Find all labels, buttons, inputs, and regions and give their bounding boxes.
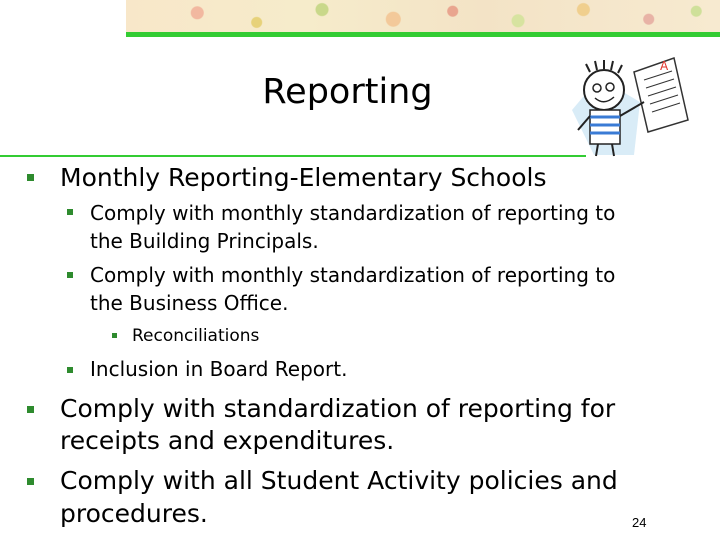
bullet-marker <box>27 478 34 485</box>
bullet-comply-principals-line2: the Building Principals. <box>90 229 319 253</box>
bullet-student-activity-line2: procedures. <box>60 499 208 528</box>
bullet-comply-business-line2: the Business Office. <box>90 291 289 315</box>
bullet-marker <box>27 406 34 413</box>
bullet-marker <box>112 333 117 338</box>
svg-text:A: A <box>660 59 669 73</box>
bullet-receipts-line1: Comply with standardization of reporting for <box>60 394 616 423</box>
top-banner <box>126 0 720 32</box>
bullet-marker <box>67 272 73 278</box>
bullet-student-activity-line1: Comply with all Student Activity policies and <box>60 466 618 495</box>
bullet-marker <box>67 209 73 215</box>
bullet-monthly-reporting: Monthly Reporting-Elementary Schools <box>60 163 547 192</box>
left-green-rule <box>0 155 586 157</box>
bullet-comply-business-line1: Comply with monthly standardization of reporting to <box>90 263 616 287</box>
bullet-marker <box>27 174 34 181</box>
bullet-board-report: Inclusion in Board Report. <box>90 357 348 381</box>
top-green-rule <box>126 32 720 37</box>
bullet-marker <box>67 367 73 373</box>
bullet-reconciliations: Reconciliations <box>132 326 260 346</box>
slide-title: Reporting <box>262 72 433 112</box>
student-report-card-illustration <box>564 50 694 160</box>
bullet-comply-principals-line1: Comply with monthly standardization of reporting to <box>90 201 616 225</box>
page-number: 24 <box>632 515 647 530</box>
bullet-receipts-line2: receipts and expenditures. <box>60 426 395 455</box>
